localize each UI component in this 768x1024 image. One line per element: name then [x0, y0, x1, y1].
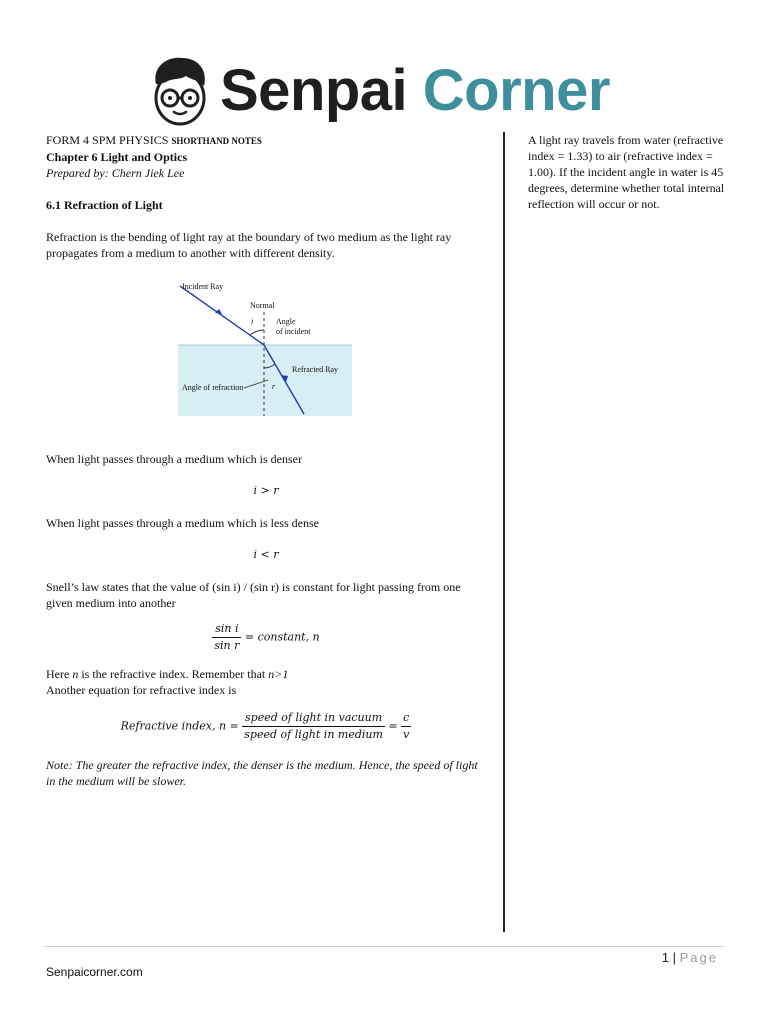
page-number	[662, 950, 718, 965]
water-region	[178, 345, 352, 416]
eq-numerator: speed of light in vacuum	[242, 710, 385, 727]
snell-fraction	[212, 621, 241, 654]
course-subtitle: SHORTHAND NOTES	[171, 136, 262, 146]
refractive-equation	[46, 710, 486, 743]
course-title: FORM 4 SPM PHYSICS	[46, 133, 172, 147]
eq-equals: =	[388, 719, 398, 733]
note-paragraph: Note: The greater the refractive index, the denser is the medium. Hence, the speed of light in the medium will be slower.	[46, 758, 478, 788]
author-line: Prepared by: Chern Jiek Lee	[46, 166, 185, 180]
snell-equation	[46, 621, 486, 654]
here-n-gt-1: n>1	[268, 667, 289, 681]
snell-denominator: sin r	[214, 639, 240, 652]
logo	[146, 52, 610, 130]
i-label: i	[251, 317, 254, 326]
footer-site: Senpaicorner.com	[46, 965, 143, 979]
normal-label: Normal	[250, 301, 275, 310]
eq-denominator: speed of light in medium	[244, 728, 383, 741]
angle-incident-label-2: of incident	[276, 327, 311, 336]
eq-c: c	[401, 710, 411, 727]
brand-part-b: Corner	[422, 58, 610, 123]
denser-text: When light passes through a medium which is denser	[46, 452, 302, 466]
snell-text: Snell’s law states that the value of (sin i) / (sin r) is constant for light passing from one given medium into another	[46, 580, 461, 610]
here-text-b: is the refractive index. Remember that	[78, 667, 269, 681]
here-n: n	[72, 667, 79, 681]
cv-fraction	[401, 710, 411, 743]
page-separator: |	[669, 950, 680, 965]
chapter-title: Chapter 6 Light and Optics	[46, 150, 188, 164]
angle-incident-label-1: Angle	[276, 317, 296, 326]
another-equation-text: Another equation for refractive index is	[46, 683, 237, 697]
refracted-ray-label: Refracted Ray	[292, 365, 338, 374]
senpai-mascot-icon	[146, 54, 212, 128]
r-label: r	[272, 382, 276, 391]
course-line	[46, 132, 486, 149]
column-divider	[503, 132, 505, 932]
speed-fraction	[242, 710, 385, 743]
snell-numerator: sin i	[212, 621, 241, 638]
brand-name	[220, 58, 610, 123]
refractive-index-note	[46, 666, 486, 682]
snell-rhs: = constant, n	[244, 630, 320, 644]
brand-part-a: Senpai	[220, 58, 408, 123]
main-column	[46, 132, 486, 789]
denser-equation: i > r	[253, 484, 279, 497]
angle-refraction-label: Angle of refraction	[182, 383, 244, 392]
practice-question: A light ray travels from water (refractive index = 1.33) to air (refractive index = 1.00). If the incident angle in water is 45 degrees, determine whether total internal reflection will occur or not.	[528, 133, 725, 211]
incident-angle-arc	[250, 330, 264, 335]
eq-v: v	[403, 728, 410, 741]
page-number-value: 1	[661, 950, 670, 965]
less-dense-text: When light passes through a medium which is less dense	[46, 516, 319, 530]
footer-divider	[44, 946, 724, 947]
incident-ray	[180, 286, 264, 345]
section-title: 6.1 Refraction of Light	[46, 198, 163, 212]
intro-paragraph: Refraction is the bending of light ray at the boundary of two medium as the light ray propagates from a medium to another with different density.	[46, 230, 452, 260]
side-column	[528, 132, 728, 212]
refraction-diagram	[178, 278, 352, 416]
eq-lhs: Refractive index, n =	[120, 719, 239, 733]
page-label: Page	[679, 950, 718, 965]
here-text-a: Here	[46, 667, 73, 681]
incident-ray-label: Incident Ray	[182, 282, 224, 291]
less-dense-equation: i < r	[253, 548, 279, 561]
